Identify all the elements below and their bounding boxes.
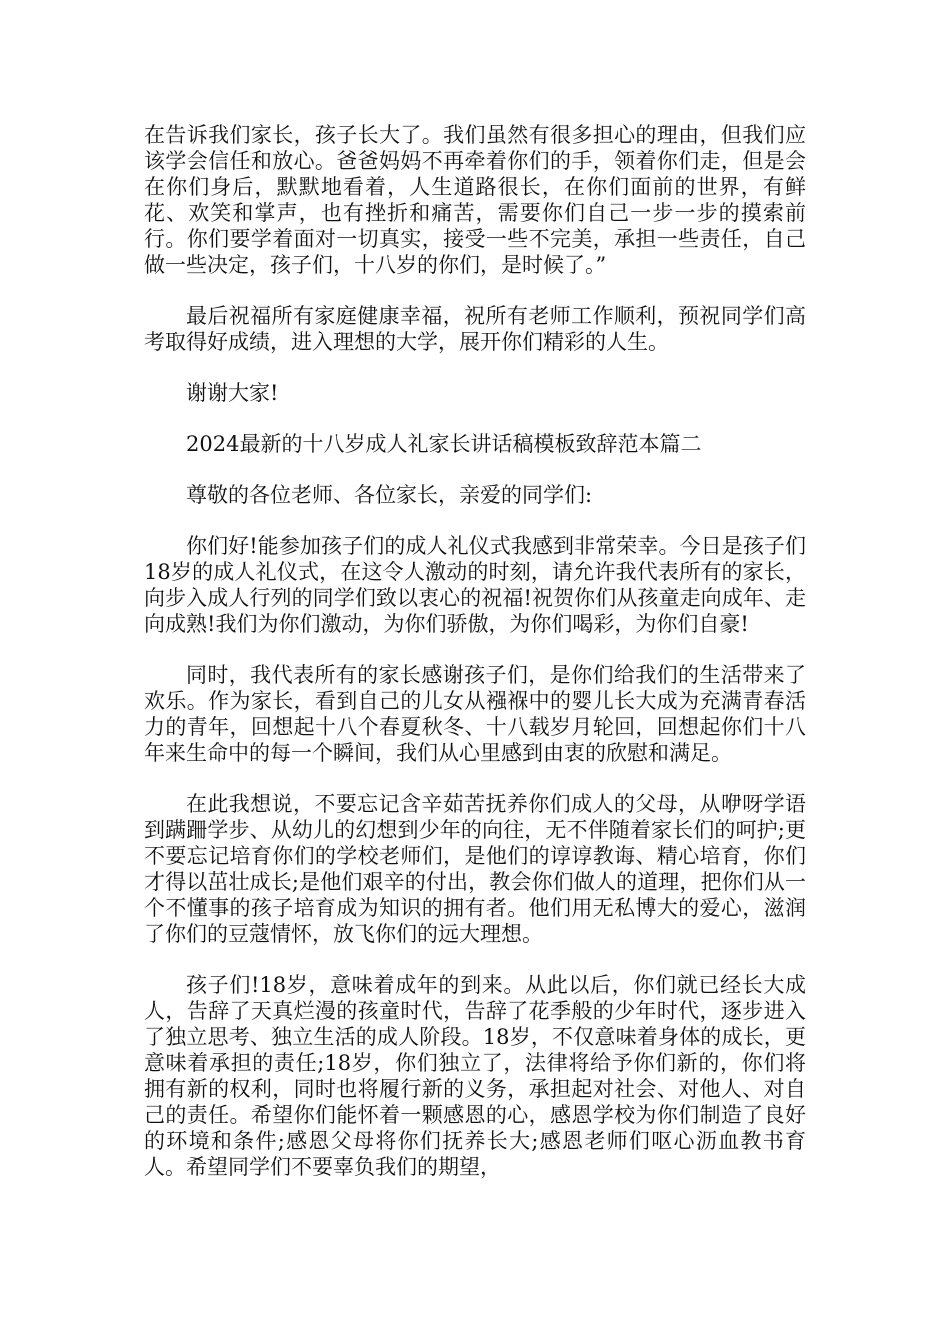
paragraph-greeting: 你们好!能参加孩子们的成人礼仪式我感到非常荣幸。今日是孩子们18岁的成人礼仪式，在这令人激动的时刻，请允许我代表所有的家长，向步入成人行列的同学们致以衷心的祝福!祝贺你们从孩童走向成年、走向成熟!我们为你们激动，为你们骄傲，为你们喝彩，为你们自豪!: [144, 534, 806, 636]
paragraph-salutation: 尊敬的各位老师、各位家长，亲爱的同学们:: [186, 483, 593, 507]
paragraph-continuation: 在告诉我们家长，孩子长大了。我们虽然有很多担心的理由，但我们应该学会信任和放心。爸爸妈妈不再牵着你们的手，领着你们走，但是会在你们身后，默默地看着，人生道路很长，在你们面前的世界，有鲜花、欢笑和掌声，也有挫折和痛苦，需要你们自己一步一步的摸索前行。你们要学着面对一切真实，接受一些不完美，承担一些责任，自己做一些决定，孩子们，十八岁的你们，是时候了。”: [144, 123, 806, 277]
paragraph-blessing: 最后祝福所有家庭健康幸福，祝所有老师工作顺利，预祝同学们高考取得好成绩，进入理想的大学，展开你们精彩的人生。: [144, 304, 806, 354]
paragraph-thanks: 谢谢大家!: [186, 381, 279, 405]
document-page: [144, 122, 806, 1205]
paragraph-eighteen: 孩子们!18岁，意味着成年的到来。从此以后，你们就已经长大成人，告辞了天真烂漫的孩童时代，告辞了花季般的少年时代，逐步进入了独立思考、独立生活的成人阶段。18岁，不仅意味着身体的成长，更意味着承担的责任;18岁，你们独立了，法律将给予你们新的，你们将拥有新的权利，同时也将履行新的义务，承担起对社会、对他人、对自己的责任。希望你们能怀着一颗感恩的心，感恩学校为你们制造了良好的环境和条件;感恩父母将你们抚养长大;感恩老师们呕心沥血教书育人。希望同学们不要辜负我们的期望，: [144, 973, 806, 1179]
section-heading: 2024最新的十八岁成人礼家长讲话稿模板致辞范本篇二: [186, 432, 702, 456]
paragraph-gratitude: 同时，我代表所有的家长感谢孩子们，是你们给我们的生活带来了欢乐。作为家长，看到自己的儿女从襁褓中的婴儿长大成为充满青春活力的青年，回想起十八个春夏秋冬、十八载岁月轮回，回想起你们十八年来生命中的每一个瞬间，我们从心里感到由衷的欣慰和满足。: [144, 663, 806, 765]
paragraph-reminder: 在此我想说，不要忘记含辛茹苦抚养你们成人的父母，从咿呀学语到蹒跚学步、从幼儿的幻想到少年的向往，无不伴随着家长们的呵护;更不要忘记培育你们的学校老师们，是他们的谆谆教诲、精心培育，你们才得以茁壮成长;是他们艰辛的付出，教会你们做人的道理，把你们从一个不懂事的孩子培育成为知识的拥有者。他们用无私博大的爱心，滋润了你们的豆蔻情怀，放飞你们的远大理想。: [144, 792, 806, 946]
